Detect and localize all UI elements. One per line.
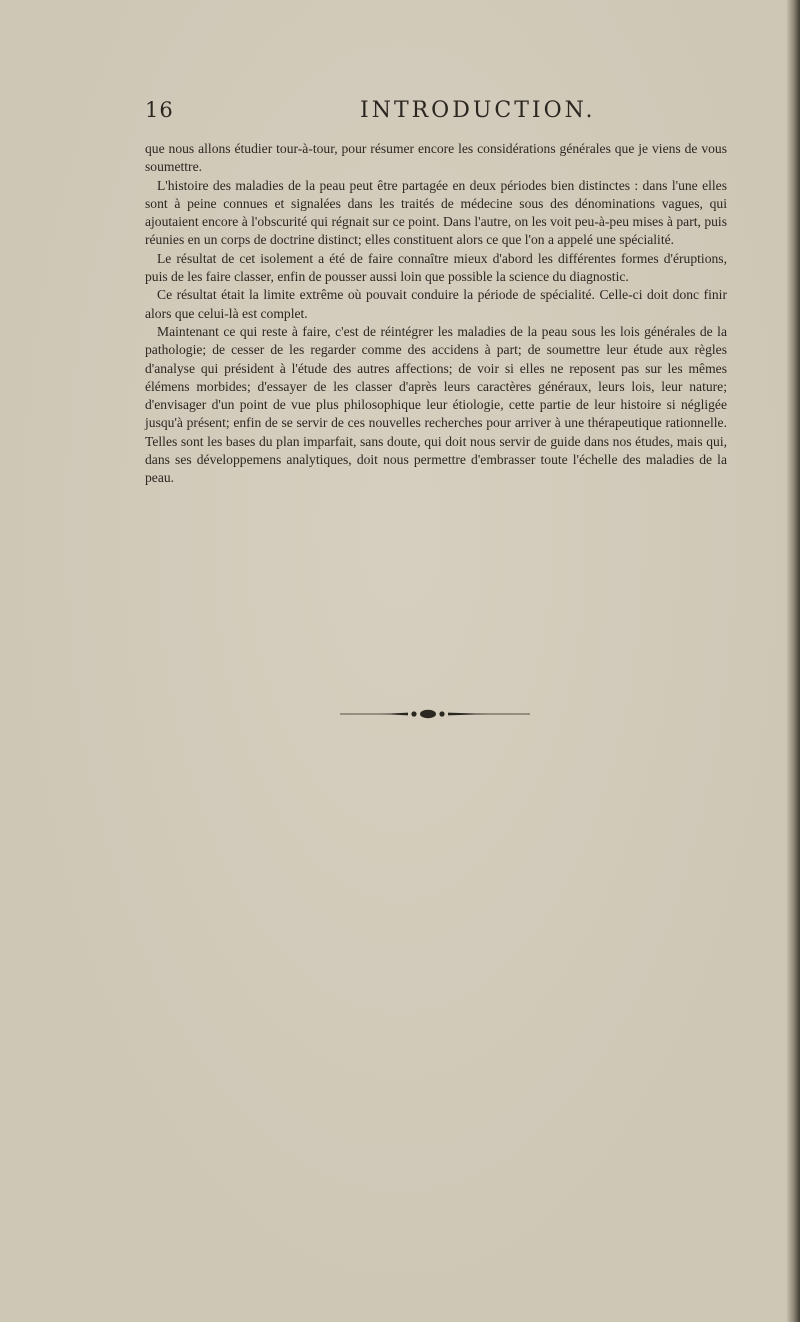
running-title: INTRODUCTION. bbox=[360, 98, 596, 123]
running-head bbox=[145, 98, 725, 132]
paragraph: que nous allons étudier tour-à-tour, pour résumer encore les considérations générales que je viens de vous soumettre. bbox=[145, 141, 727, 175]
paragraph: Ce résultat était la limite extrême où pouvait conduire la période de spécialité. Celle-ci doit donc finir alors que celui-là est complet. bbox=[145, 287, 727, 321]
paragraph: L'histoire des maladies de la peau peut être partagée en deux périodes bien distinctes : dans l'une elles sont à peine connues et signalées dans les traités de médecine sous des dénominations vagues, qui ajoutaient encore à l'obscurité qui régnait sur ce point. Dans l'autre, on les voit peu-à-peu mises à part, puis réunies en un corps de doctrine distinct; elles constituent alors ce que l'on a appelé une spécialité. bbox=[145, 177, 727, 248]
paragraph: Le résultat de cet isolement a été de faire connaître mieux d'abord les différentes formes d'éruptions, puis de les faire classer, enfin de pousser aussi loin que possible la science du diagnostic. bbox=[145, 250, 727, 285]
paragraph: Maintenant ce qui reste à faire, c'est de réintégrer les maladies de la peau sous les lois générales de la pathologie; de cesser de les regarder comme des accidens à part; de soumettre leur étude aux règles d'analyse qui président à l'étude des autres affections; de voir si elles ne reposent pas sur les mêmes élémens morbides; d'essayer de les classer d'après leurs caractères généraux, leurs lois, leur nature; d'envisager d'un point de vue plus philosophique leur étiologie, cette partie de leur histoire si négligée jusqu'à présent; enfin de se servir de ces nouvelles recherches pour arriver à une thérapeutique rationnelle. Telles sont les bases du plan imparfait, sans doute, qui doit nous servir de guide dans nos études, mais qui, dans ses développemens analytiques, doit nous permettre d'embrasser toute l'échelle des maladies de la peau. bbox=[145, 323, 727, 486]
page-edge-shadow bbox=[786, 0, 800, 1322]
page-number: 16 bbox=[145, 98, 174, 122]
typographic-rule-ornament-icon bbox=[340, 707, 530, 721]
body-text bbox=[145, 140, 727, 488]
